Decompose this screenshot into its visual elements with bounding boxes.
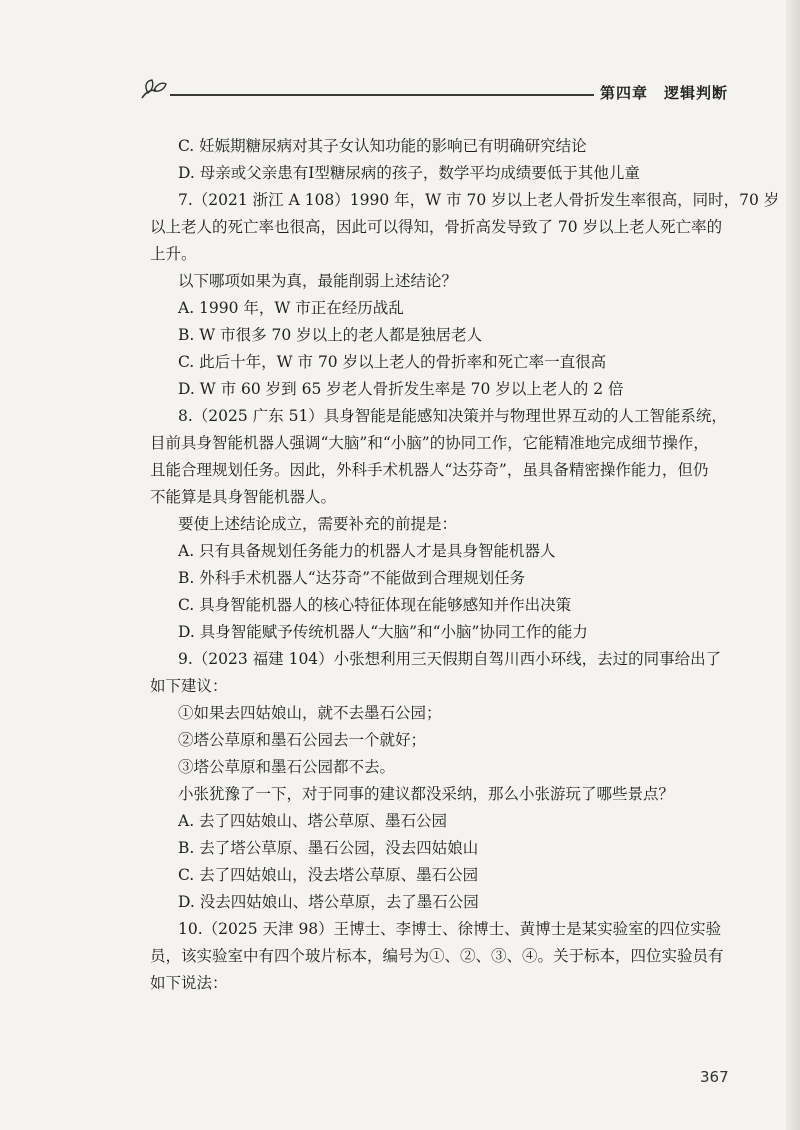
option-d: D. 具身智能赋予传统机器人“大脑”和“小脑”协同工作的能力 — [178, 623, 588, 641]
question-7-stem: 7.（2021 浙江 A 108）1990 年，W 市 70 岁以上老人骨折发生率很高，同时，70 岁 — [178, 191, 780, 209]
question-9-prompt: 小张犹豫了一下，对于同事的建议都没采纳，那么小张游玩了哪些景点？ — [178, 785, 675, 803]
page-header — [138, 78, 738, 108]
option-b: B. 外科手术机器人“达芬奇”不能做到合理规划任务 — [178, 569, 526, 587]
question-8-stem-cont: 不能算是具身智能机器人。 — [150, 488, 337, 506]
header-rule — [170, 94, 600, 96]
question-10-stem-cont: 员，该实验室中有四个玻片标本，编号为①、②、③、④。关于标本，四位实验员有 — [150, 947, 724, 965]
option-d: D. W 市 60 岁到 65 岁老人骨折发生率是 70 岁以上老人的 2 倍 — [178, 380, 624, 398]
question-8-prompt: 要使上述结论成立，需要补充的前提是： — [178, 515, 458, 533]
page-number: 367 — [700, 1068, 729, 1086]
option-a: A. 只有具备规划任务能力的机器人才是具身智能机器人 — [178, 542, 556, 560]
option-a: A. 去了四姑娘山、塔公草原、墨石公园 — [178, 812, 448, 830]
page-edge-shadow — [786, 0, 800, 1130]
chapter-title: 第四章 逻辑判断 — [594, 82, 730, 104]
option-d: D. 母亲或父亲患有Ⅰ型糖尿病的孩子，数学平均成绩要低于其他儿童 — [178, 164, 640, 182]
question-7-prompt: 以下哪项如果为真，最能削弱上述结论？ — [178, 272, 458, 290]
question-9-stem: 9.（2023 福建 104）小张想利用三天假期自驾川西小环线，去过的同事给出了 — [178, 650, 722, 668]
option-c: C. 去了四姑娘山，没去塔公草原、墨石公园 — [178, 866, 479, 884]
option-c: C. 妊娠期糖尿病对其子女认知功能的影响已有明确研究结论 — [178, 137, 587, 155]
question-10-stem-cont: 如下说法： — [150, 974, 228, 992]
leaf-icon — [138, 78, 168, 104]
option-b: B. W 市很多 70 岁以上的老人都是独居老人 — [178, 326, 483, 344]
question-9-stem-cont: 如下建议： — [150, 677, 228, 695]
suggestion-2: ②塔公草原和墨石公园去一个就好； — [178, 731, 427, 749]
question-7-stem-cont: 以上老人的死亡率也很高，因此可以得知，骨折高发导致了 70 岁以上老人死亡率的 — [150, 218, 723, 236]
question-8-stem-cont: 且能合理规划任务。因此，外科手术机器人“达芬奇”，虽具备精密操作能力，但仍 — [150, 461, 709, 479]
option-d: D. 没去四姑娘山、塔公草原，去了墨石公园 — [178, 893, 479, 911]
question-8-stem: 8.（2025 广东 51）具身智能是能感知决策并与物理世界互动的人工智能系统， — [178, 407, 727, 425]
option-c: C. 具身智能机器人的核心特征体现在能够感知并作出决策 — [178, 596, 572, 614]
option-a: A. 1990 年，W 市正在经历战乱 — [178, 299, 404, 317]
question-10-stem: 10.（2025 天津 98）王博士、李博士、徐博士、黄博士是某实验室的四位实验 — [178, 920, 722, 938]
suggestion-1: ①如果去四姑娘山，就不去墨石公园； — [178, 704, 442, 722]
suggestion-3: ③塔公草原和墨石公园都不去。 — [178, 758, 396, 776]
page-body — [150, 133, 780, 997]
question-7-stem-cont: 上升。 — [150, 245, 197, 263]
option-c: C. 此后十年，W 市 70 岁以上老人的骨折率和死亡率一直很高 — [178, 353, 607, 371]
question-8-stem-cont: 目前具身智能机器人强调“大脑”和“小脑”的协同工作，它能精准地完成细节操作， — [150, 434, 709, 452]
option-b: B. 去了塔公草原、墨石公园，没去四姑娘山 — [178, 839, 479, 857]
